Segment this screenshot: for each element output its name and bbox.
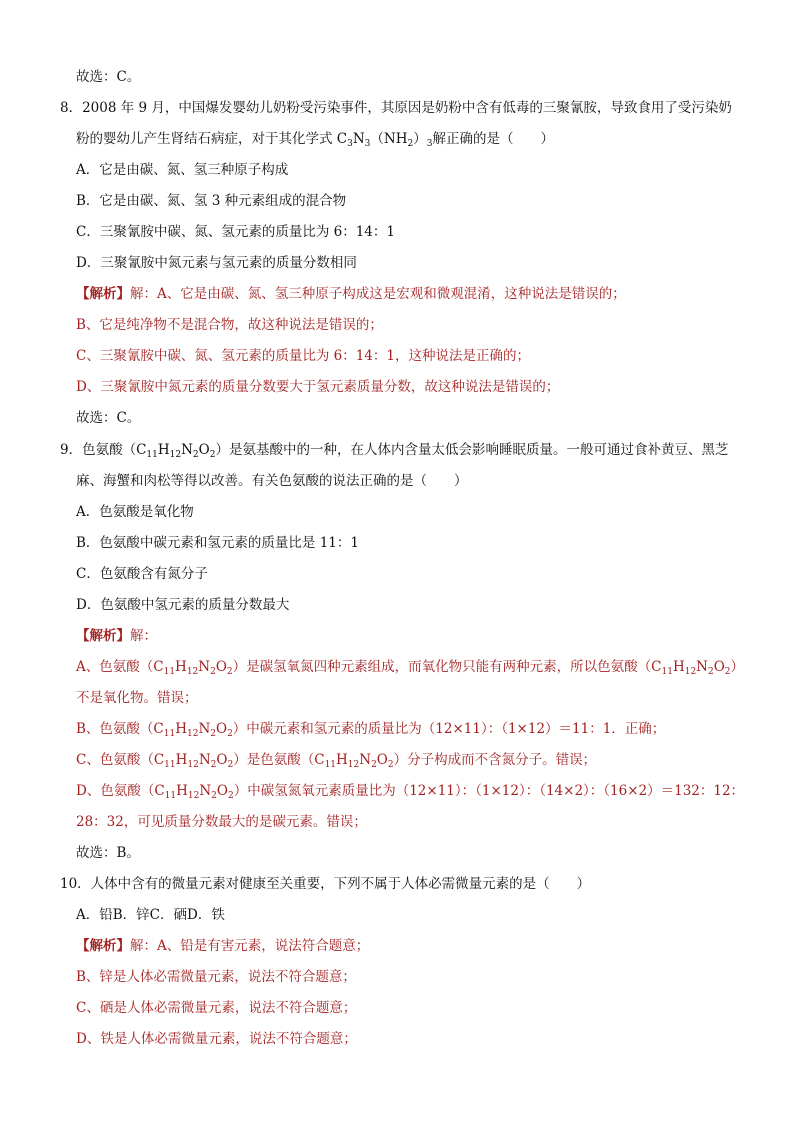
- q10-option-c: C．硒: [149, 907, 188, 923]
- q9-analysis-b: B、色氨酸$(C_{11}H_{12}N_2O_2)$中碳元素和氢元素的质量比为（12×11）：（1×12）＝11：1．正确；: [76, 721, 666, 739]
- q8-analysis-line1: 【解析】解：A、它是由碳、氮、氢三种原子构成这是宏观和微观混淆，这种说法是错误的；: [76, 286, 626, 302]
- q9-analysis-d-line2: 28：32，可见质量分数最大的是碳元素。错误；: [76, 814, 367, 830]
- q10-stem: 10．人体中含有的微量元素对健康至关重要，下列不属于人体必需微量元素的是（ ）: [60, 876, 591, 892]
- q8-analysis-line2: B、它是纯净物不是混合物，故这种说法是错误的；: [76, 317, 383, 333]
- q9-option-c: C．色氨酸含有氮分子: [76, 566, 208, 582]
- q9-option-a: A．色氨酸是氧化物: [76, 504, 194, 520]
- q9-option-b: B．色氨酸中碳元素和氢元素的质量比是 11：1: [76, 535, 359, 551]
- q9-option-d: D．色氨酸中氢元素的质量分数最大: [76, 597, 290, 613]
- answer-line: 故选：C。: [76, 69, 141, 85]
- q8-option-a: A．它是由碳、氮、氢三种原子构成: [76, 162, 289, 178]
- q10-options: [76, 905, 225, 925]
- analysis-tag: 【解析】: [76, 938, 130, 954]
- q9-analysis-d: D、色氨酸$(C_{11}H_{12}N_2O_2)$中碳氢氮氧元素质量比为（12×11）：（1×12）：（14×2）：（16×2）＝132：12：: [76, 783, 745, 801]
- q10-option-d: D．铁: [187, 907, 225, 923]
- q8-stem-line1: 8．2008 年 9 月，中国爆发婴幼儿奶粉受污染事件，其原因是奶粉中含有低毒的三聚氰胺，导致食用了受污染奶: [60, 100, 732, 116]
- q9-analysis-head: 【解析】解：: [76, 628, 157, 644]
- q8-answer: 故选：C。: [76, 410, 141, 426]
- q9-answer: 故选：B。: [76, 845, 140, 861]
- q9-stem-line1: 9．色氨酸$(C_{11}H_{12}N_2O_2)$是氨基酸中的一种，在人体内含量太低会影响睡眠质量。一般可通过食补黄豆、黑芝: [60, 442, 729, 460]
- q8-stem-line2: 粉的婴幼儿产生肾结石病症，对于其化学式 $C_3N_3(NH_2)_3$解正确的是（ ）: [76, 131, 554, 149]
- q9-analysis-c: C、色氨酸$(C_{11}H_{12}N_2O_2)$是色氨酸$(C_{11}H_{12}N_2O_2)$分子构成而不含氮分子。错误；: [76, 752, 597, 770]
- q8-option-c: C．三聚氰胺中碳、氮、氢元素的质量比为 6：14：1: [76, 224, 395, 240]
- q8-analysis-line4: D、三聚氰胺中氮元素的质量分数要大于氢元素质量分数，故这种说法是错误的；: [76, 379, 560, 395]
- q10-analysis-line4: D、铁是人体必需微量元素，说法不符合题意；: [76, 1031, 357, 1047]
- q9-analysis-a: A、色氨酸$(C_{11}H_{12}N_2O_2)$是碳氢氧氮四种元素组成，而氧化物只能有两种元素，所以色氨酸$(C_{11}H_{12}N_2O_2)$: [76, 659, 745, 677]
- q10-analysis-line2: B、锌是人体必需微量元素，说法不符合题意；: [76, 969, 356, 985]
- q8-analysis-line3: C、三聚氰胺中碳、氮、氢元素的质量比为 6：14：1，这种说法是正确的；: [76, 348, 530, 364]
- q9-stem-line2: 麻、海蟹和肉松等得以改善。有关色氨酸的说法正确的是（ ）: [76, 473, 468, 489]
- q9-analysis-a-line2: 不是氧化物。错误；: [76, 690, 198, 706]
- q10-analysis-line1: 【解析】解：A、铅是有害元素，说法符合题意；: [76, 938, 370, 954]
- q10-option-a: A．铅: [76, 907, 113, 923]
- analysis-tag: 【解析】: [76, 286, 130, 302]
- analysis-tag: 【解析】: [76, 628, 130, 644]
- q10-option-b: B．锌: [112, 907, 150, 923]
- q8-option-d: D．三聚氰胺中氮元素与氢元素的质量分数相同: [76, 255, 357, 271]
- q8-option-b: B．它是由碳、氮、氢 3 种元素组成的混合物: [76, 193, 347, 209]
- q10-analysis-line3: C、硒是人体必需微量元素，说法不符合题意；: [76, 1000, 357, 1016]
